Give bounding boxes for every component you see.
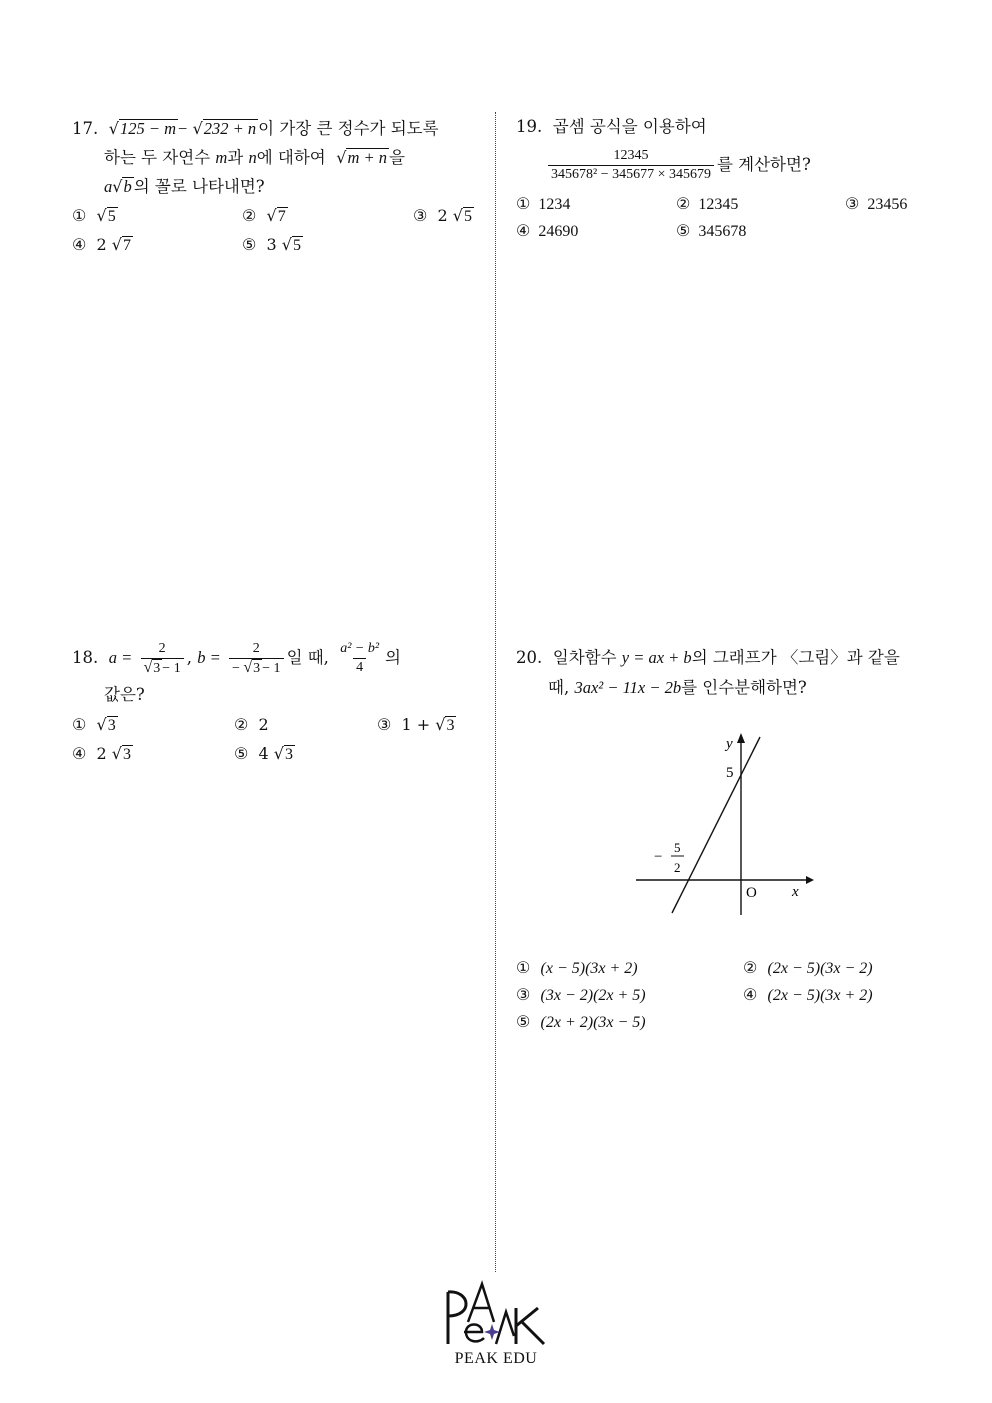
q17-line1-text: 이 가장 큰 정수가 되도록 [258, 119, 439, 138]
q17-radical-1: 125 − m [119, 119, 177, 138]
q20-expression: 3ax² − 11x − 2b [574, 678, 682, 697]
q18-tail: 의 [385, 648, 401, 667]
q20-origin-label: O [746, 885, 757, 901]
q18-expr-fraction [337, 640, 382, 677]
q19-choice-4[interactable]: ④ 24690 [516, 223, 579, 240]
q19-choice-1[interactable]: ① 1234 [516, 196, 571, 213]
q17-line1: 17. √125 − m − √232 + n 이 가장 큰 정수가 되도록 [72, 119, 439, 138]
q19-frac-den: 345678² − 345677 × 345679 [548, 165, 714, 184]
q18-choice-4[interactable]: ④ 2 √3 [72, 744, 131, 763]
q20-graph [620, 725, 820, 925]
q20-y-intercept-label: 5 [726, 765, 734, 781]
peak-logo-icon [440, 1280, 552, 1348]
q18-number: 18. [72, 648, 99, 667]
q20-line1-b: 의 그래프가 〈그림〉과 같을 [691, 648, 900, 667]
q18-choice-5[interactable]: ⑤ 4 √3 [234, 744, 293, 763]
q18-a-fraction [141, 640, 184, 678]
q20-choice-5[interactable]: ⑤ (2x + 2)(3x − 5) [516, 1012, 646, 1031]
q19-number: 19. [516, 117, 543, 136]
q20-line2-b: 를 인수분해하면? [681, 678, 807, 697]
q17-radical-4: b [123, 177, 132, 196]
q20-line1 [516, 647, 900, 669]
q17-radical-3: m + n [347, 148, 388, 167]
q17-choice-4[interactable]: ④ 2 √7 [72, 235, 131, 254]
q20-x-intercept-sign: − [654, 849, 663, 865]
q17-choice-3[interactable]: ③ 2 √5 [413, 206, 472, 225]
q20-x-label: x [792, 884, 799, 900]
q17-number: 17. [72, 119, 99, 138]
q19-choice-3[interactable]: ③ 23456 [845, 196, 908, 213]
q19-frac-num: 12345 [613, 148, 649, 163]
q17-line2-d: 을 [389, 148, 405, 167]
column-divider [495, 112, 496, 1272]
q17-choice-5[interactable]: ⑤ 3 √5 [242, 235, 301, 254]
q20-line2 [548, 677, 807, 699]
q19-choice-2[interactable]: ② 12345 [676, 196, 739, 213]
q18-a-lhs: a = [108, 648, 133, 667]
q19-line2 [548, 144, 811, 186]
q20-line1-a: 일차함수 [552, 648, 617, 667]
q18-b-lhs: b = [197, 648, 221, 667]
q19-tail: 를 계산하면? [717, 155, 811, 174]
q20-number: 20. [516, 648, 543, 667]
q18-b-den: − √3 − 1 [229, 658, 284, 678]
q20-choice-3[interactable]: ③ (3x − 2)(2x + 5) [516, 985, 646, 1004]
q20-choice-4[interactable]: ④ (2x − 5)(3x + 2) [743, 985, 873, 1004]
q20-x-axis-arrow [806, 876, 814, 884]
q20-x-intercept-den: 2 [674, 860, 681, 875]
q17-var-m: m [215, 148, 228, 167]
q17-radical-2: 232 + n [203, 119, 257, 138]
q20-line2-a: 때, [548, 678, 570, 697]
q17-line2-b: 과 [227, 148, 244, 167]
q18-choice-2[interactable]: ② 2 [234, 715, 269, 734]
q18-expr-den: 4 [353, 658, 366, 677]
q18-line1 [72, 638, 401, 678]
q19-line1-text: 곱셈 공식을 이용하여 [552, 117, 707, 136]
q19-fraction [548, 147, 714, 184]
q17-line2: 하는 두 자연수 m과 n에 대하여 √m + n 을 [104, 148, 405, 167]
q17-coef-a: a [104, 177, 113, 196]
q18-comma: , [186, 648, 192, 667]
q18-a-den: √3 − 1 [141, 658, 184, 678]
q18-b-num: 2 [252, 640, 260, 656]
q17-choice-2[interactable]: ② √7 [242, 206, 286, 225]
q19-choice-5[interactable]: ⑤ 345678 [676, 223, 747, 240]
q18-expr-num: a² − b² [340, 641, 380, 656]
q17-line3-text: 의 꼴로 나타내면? [133, 177, 265, 196]
q20-y-label: y [726, 736, 733, 752]
q20-equation: y = ax + b [621, 648, 692, 667]
q17-line3: a√b 의 꼴로 나타내면? [104, 177, 265, 196]
q18-b-fraction [229, 640, 284, 678]
q17-line2-a: 하는 두 자연수 [104, 148, 211, 167]
q18-mid-text: 일 때, [286, 648, 329, 667]
q18-a-num: 2 [158, 640, 166, 656]
q17-minus: − [178, 119, 188, 138]
q19-line1 [516, 116, 707, 138]
q17-var-n: n [248, 148, 257, 167]
q18-line2: 값은? [104, 685, 145, 704]
q20-y-axis-arrow [737, 733, 745, 743]
q20-choice-2[interactable]: ② (2x − 5)(3x − 2) [743, 958, 873, 977]
q18-choice-3[interactable]: ③ 1 + √3 [377, 715, 455, 734]
q17-line2-c: 에 대하여 [256, 148, 326, 167]
q20-choice-1[interactable]: ① (x − 5)(3x + 2) [516, 958, 638, 977]
q17-choice-1[interactable]: ① √5 [72, 206, 116, 225]
q18-choice-1[interactable]: ① √3 [72, 715, 116, 734]
brand-name: PEAK EDU [454, 1350, 538, 1367]
q20-x-intercept-num: 5 [674, 840, 681, 855]
